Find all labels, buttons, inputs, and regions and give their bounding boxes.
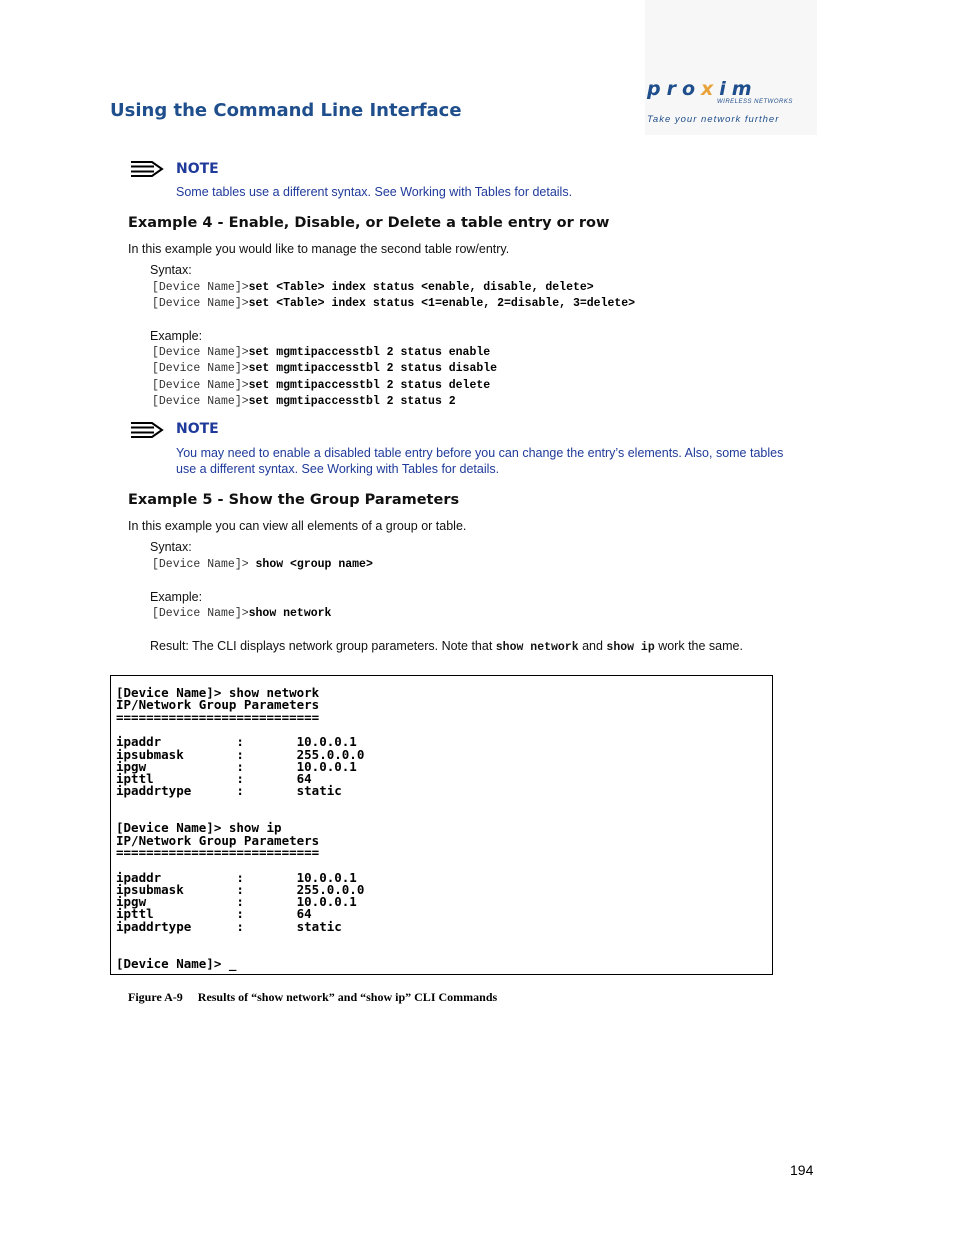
terminal-line: =========================== (116, 844, 320, 860)
terminal-line: ipgw : 10.0.0.1 (116, 758, 357, 774)
terminal-line: ipsubmask : 255.0.0.0 (116, 746, 365, 762)
code-line: [Device Name]> show <group name> (152, 558, 373, 571)
terminal-line: [Device Name]> show network (116, 685, 320, 700)
terminal-line: ipaddrtype : static (116, 783, 342, 799)
terminal-line: ipttl : 64 (116, 906, 312, 922)
code-line: [Device Name]>set <Table> index status <enable, disable, delete> (152, 281, 594, 294)
page-number: 194 (790, 1162, 814, 1178)
terminal-line: ipaddr : 10.0.0.1 (116, 734, 357, 750)
syntax-label: Syntax: (150, 540, 192, 554)
note-text: Some tables use a different syntax. See Working with Tables for details. (176, 185, 573, 199)
page-header-title: Using the Command Line Interface (110, 100, 462, 121)
note-title: NOTE (176, 421, 219, 437)
code-line: [Device Name]>set mgmtipaccesstbl 2 status enable (152, 346, 491, 359)
result-text: Result: The CLI displays network group parameters. Note that show network and show ip work the same. (150, 639, 743, 654)
terminal-line: IP/Network Group Parameters (116, 832, 320, 848)
syntax-label: Syntax: (150, 263, 192, 277)
code-line: [Device Name]>set mgmtipaccesstbl 2 status delete (152, 379, 491, 392)
note-pencil-icon (130, 160, 164, 178)
logo-tagline: Take your network further (647, 114, 780, 125)
note-text-line2: use a different syntax. See Working with Tables for details. (176, 462, 500, 476)
example4-intro: In this example you would like to manage the second table row/entry. (128, 242, 510, 256)
terminal-line: =========================== (116, 709, 320, 725)
code-line: [Device Name]>set mgmtipaccesstbl 2 status disable (152, 362, 498, 375)
figure-caption: Figure A-9 Results of “show network” and “show ip” CLI Commands (128, 990, 498, 1004)
note-pencil-icon (130, 421, 164, 439)
example-label: Example: (150, 590, 203, 604)
terminal-line: ipaddr : 10.0.0.1 (116, 869, 357, 885)
code-line: [Device Name]>set mgmtipaccesstbl 2 status 2 (152, 395, 456, 408)
terminal-line: ipsubmask : 255.0.0.0 (116, 881, 365, 897)
note-text-line1: You may need to enable a disabled table entry before you can change the entry’s elements. Also, some tables (176, 446, 784, 460)
terminal-line: [Device Name]> show ip (116, 820, 282, 836)
logo-subline: WIRELESS NETWORKS (717, 99, 793, 105)
proxim-logo: proxim WIRELESS NETWORKS Take your network further (645, 0, 817, 135)
code-line: [Device Name]>show network (152, 607, 332, 620)
terminal-line: ipgw : 10.0.0.1 (116, 894, 357, 910)
terminal-line: [Device Name]> _ (116, 955, 237, 971)
example5-heading: Example 5 - Show the Group Parameters (128, 492, 460, 508)
code-line: [Device Name]>set <Table> index status <1=enable, 2=disable, 3=delete> (152, 297, 636, 310)
working-with-tables-link[interactable]: Working with Tables (400, 185, 511, 199)
working-with-tables-link[interactable]: Working with Tables (327, 462, 438, 476)
terminal-screenshot (110, 675, 773, 975)
note-title: NOTE (176, 161, 219, 177)
terminal-line: IP/Network Group Parameters (116, 697, 320, 713)
terminal-line: ipttl : 64 (116, 771, 312, 787)
terminal-line: ipaddrtype : static (116, 918, 342, 934)
example4-heading: Example 4 - Enable, Disable, or Delete a table entry or row (128, 215, 610, 231)
example5-intro: In this example you can view all elements of a group or table. (128, 519, 467, 533)
example-label: Example: (150, 329, 203, 343)
